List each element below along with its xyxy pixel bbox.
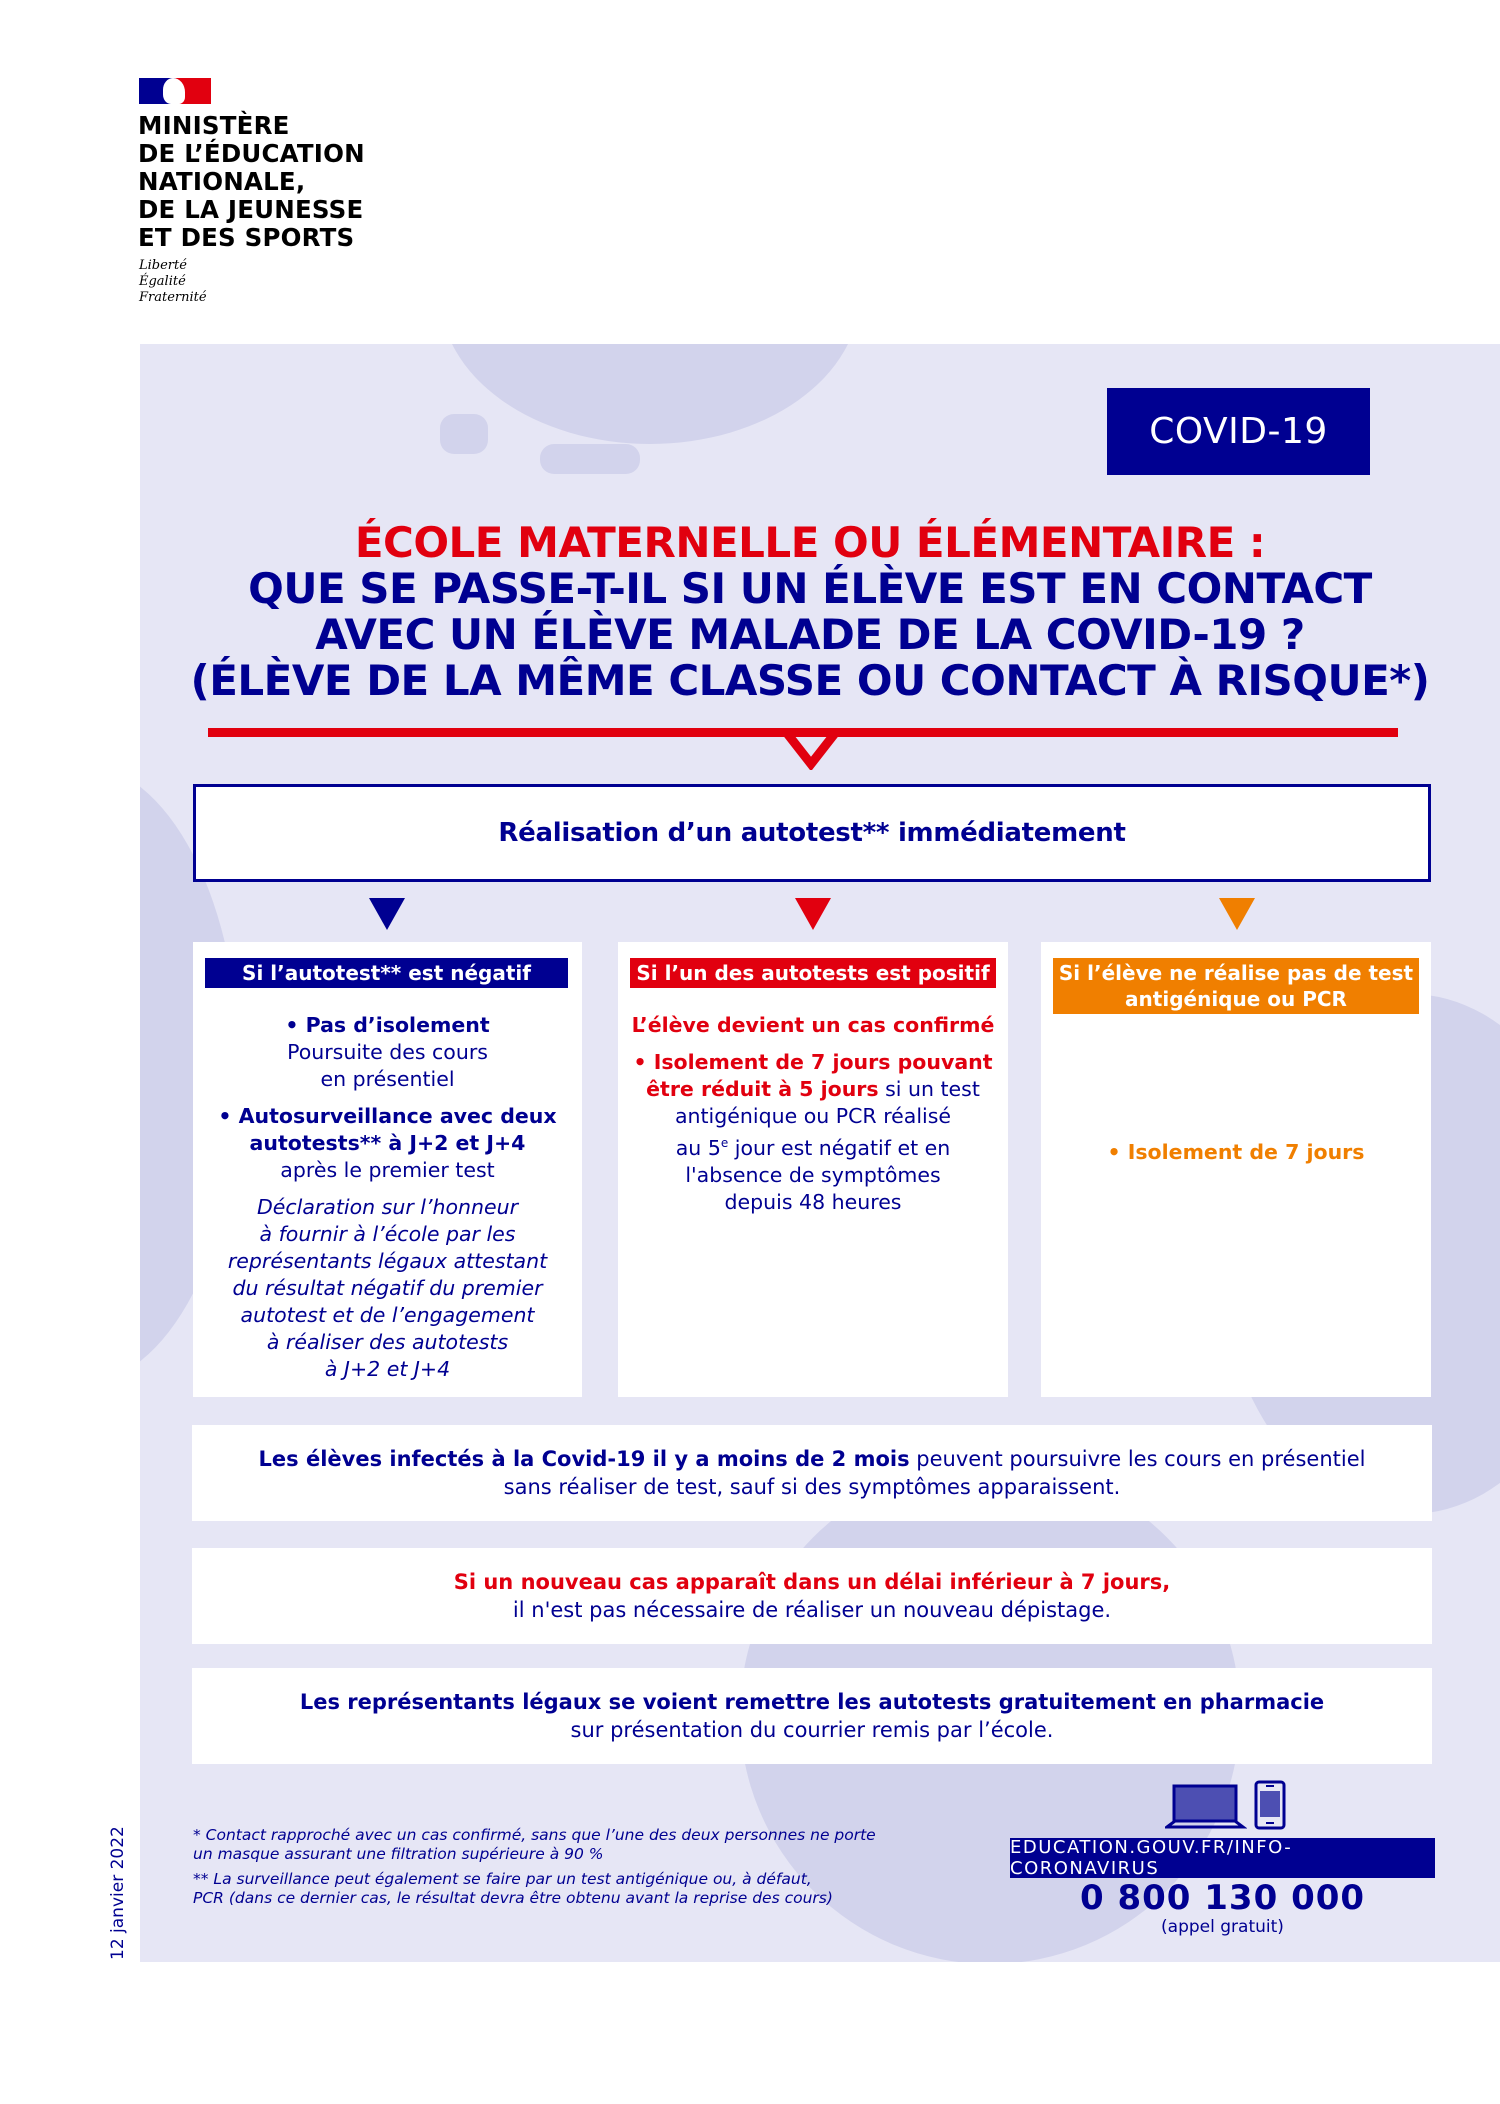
virus-decoration-icon	[440, 344, 860, 444]
footnotes: * Contact rapproché avec un cas confirmé, sans que l’une des deux personnes ne porte un masque assurant une filtration supérieure à 90 % ** La surveillance peut également se faire par un test antigénique ou, à défaut, PCR (dans ce dernier cas, le résultat devra être obtenu avant la reprise des cours)	[193, 1826, 876, 1907]
card-positive: Si l’un des autotests est positif L’élève devient un cas confirmé • Isolement de 7 jours pouvant être réduit à 5 jours si un test antigénique ou PCR réalisé au 5e jour est négatif et en l'absence de symptômes depuis 48 heures	[618, 942, 1008, 1397]
info-box-recent-infection: Les élèves infectés à la Covid-19 il y a moins de 2 mois peuvent poursuivre les cours en présentiel sans réaliser de test, sauf si des symptômes apparaissent.	[192, 1425, 1432, 1521]
page-title: ÉCOLE MATERNELLE OU ÉLÉMENTAIRE : QUE SE PASSE-T-IL SI UN ÉLÈVE EST EN CONTACT AVEC UN ÉLÈVE MALADE DE LA COVID-19 ? (ÉLÈVE DE LA MÊME CLASSE OU CONTACT À RISQUE*)	[190, 518, 1430, 705]
card-header-no-test: Si l’élève ne réalise pas de test antigénique ou PCR	[1053, 958, 1419, 1014]
ministry-name: MINISTÈRE DE L’ÉDUCATION NATIONALE, DE LA JEUNESSE ET DES SPORTS	[138, 111, 365, 252]
smartphone-icon	[1254, 1780, 1286, 1830]
arrow-down-red-icon	[795, 898, 831, 930]
info-box-new-case: Si un nouveau cas apparaît dans un délai inférieur à 7 jours, il n'est pas nécessaire de réaliser un nouveau dépistage.	[192, 1548, 1432, 1644]
card-negative: Si l’autotest** est négatif • Pas d’isolement Poursuite des cours en présentiel • Autosurveillance avec deux autotests** à J+2 et J+4 après le premier test Déclaration sur l’honneur à fournir à l’école par les représentants légaux attestant du résultat négatif du premier autotest et de l’engagement à réaliser des autotests à J+2 et J+4	[193, 942, 582, 1397]
marianne-icon	[163, 78, 185, 104]
covid-badge: COVID-19	[1107, 388, 1370, 475]
motto: Liberté Égalité Fraternité	[139, 258, 207, 305]
publication-date: 12 janvier 2022	[108, 1826, 128, 1960]
laptop-icon	[1165, 1783, 1247, 1829]
autotest-step-box: Réalisation d’un autotest** immédiatement	[193, 784, 1431, 882]
chevron-down-icon	[784, 726, 840, 770]
card-header-positive: Si l’un des autotests est positif	[630, 958, 996, 988]
card-header-negative: Si l’autotest** est négatif	[205, 958, 568, 988]
hotline-note: (appel gratuit)	[1161, 1917, 1284, 1937]
hotline-number[interactable]: 0 800 130 000	[1079, 1878, 1366, 1918]
info-box-pharmacy: Les représentants légaux se voient remettre les autotests gratuitement en pharmacie sur présentation du courrier remis par l’école.	[192, 1668, 1432, 1764]
republique-francaise-flag-logo	[139, 78, 211, 104]
card-no-test: Si l’élève ne réalise pas de test antigénique ou PCR • Isolement de 7 jours	[1041, 942, 1431, 1397]
arrow-down-navy-icon	[369, 898, 405, 930]
arrow-down-orange-icon	[1219, 898, 1255, 930]
info-website-link[interactable]: EDUCATION.GOUV.FR/INFO-CORONAVIRUS	[1010, 1838, 1435, 1878]
